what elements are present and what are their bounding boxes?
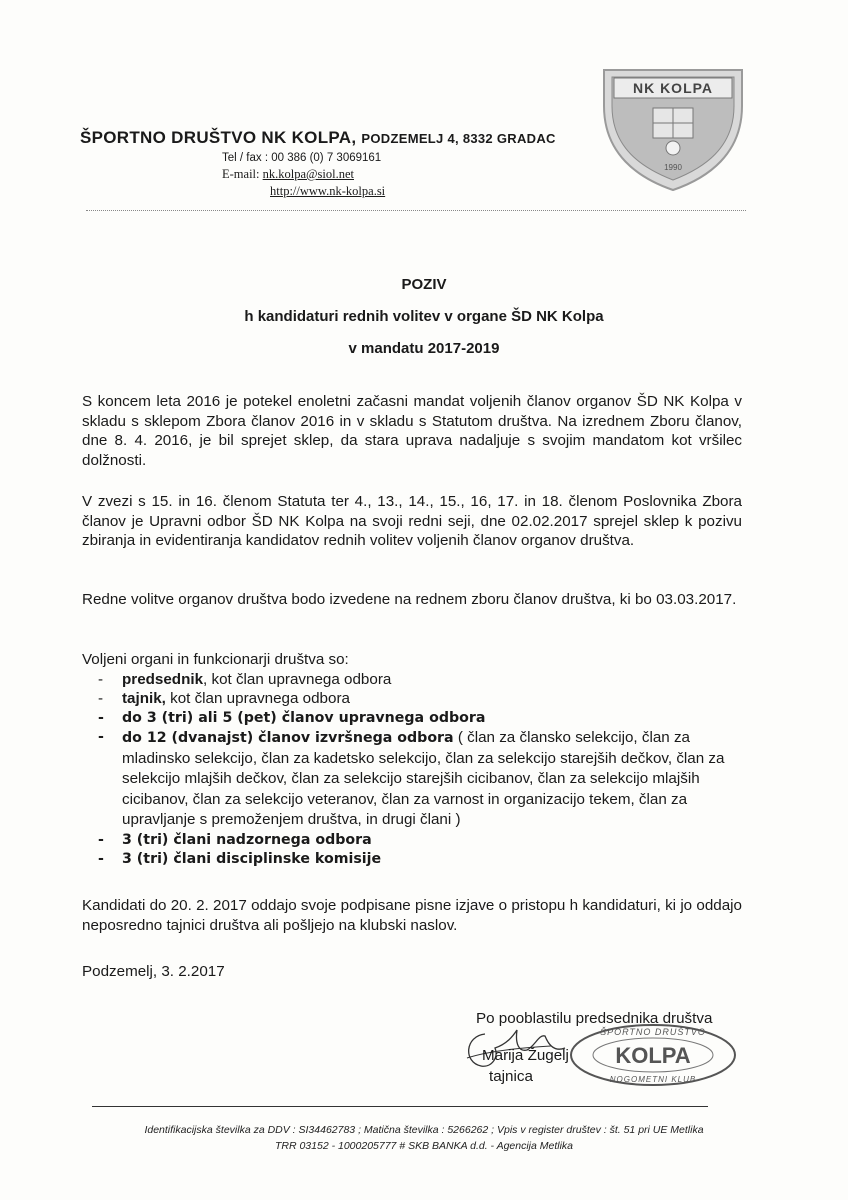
list-intro: Voljeni organi in funkcionarji društva so: [82,651,349,668]
item-bold: 3 (tri) člani nadzornega odbora [122,831,372,848]
item-text: kot član upravnega odbora [165,690,350,707]
paragraph-3: Redne volitve organov društva bodo izvedene na rednem zboru članov društva, ki bo 03.03.2017. [82,591,737,608]
paragraph-2: V zvezi s 15. in 16. členom Statuta ter 4., 13., 14., 15., 16, 17. in 18. členom Poslovnika Zbora članov je Upravni odbor ŠD NK Kolpa na svoji redni seji, dne 02.02.2017 sprejel sklep k pozivu zbiranja in evidentiranja kandidatov rednih volitev voljenih članov organov društva. [82,493,742,549]
org-address: PODZEMELJ 4, 8332 GRADAC [361,131,556,146]
signature-authority: Po pooblastilu predsednika društva [476,1010,713,1027]
paragraph-1: S koncem leta 2016 je potekel enoletni začasni mandat voljenih članov organov ŠD NK Kolpa v skladu s sklepom Zbora članov 2016 in v skladu s Statutom društva. Na izrednem Zboru članov, dne 8. 4. 2016, je bil sprejet sklep, da stara uprava nadaljuje s svojim mandatom kot vršilec dolžnosti. [82,393,742,469]
item-bold: predsednik [122,670,204,688]
footer-bank: TRR 03152 - 1000205777 # SKB BANKA d.d. - Agencija Metlika [274,1140,574,1152]
title-subject: h kandidaturi rednih volitev v organe ŠD NK Kolpa [244,308,604,325]
club-logo [598,62,748,192]
item-bold: 3 (tri) člani disciplinske komisije [122,851,382,867]
list-item [82,728,752,831]
item-bold: do 12 (dvanajst) članov izvršnega odbora [122,730,454,746]
list-item [82,831,752,851]
elected-bodies-list [82,650,752,870]
stamp-center-text: KOLPA [615,1043,691,1068]
stamp-bottom-text: NOGOMETNI KLUB [609,1075,697,1084]
item-bold: tajnik, [122,690,166,707]
title-mandate: v mandatu 2017-2019 [348,340,500,357]
logo-year: 1990 [664,163,682,172]
place-date: Podzemelj, 3. 2.2017 [82,963,225,980]
item-text: , kot član upravnega odbora [203,670,392,688]
email-link[interactable]: nk.kolpa@siol.net [262,167,354,181]
list-item [82,689,752,709]
tel-fax: Tel / fax : 00 386 (0) 7 3069161 [222,152,382,164]
logo-text: NK KOLPA [632,80,714,96]
paragraph-4: Kandidati do 20. 2. 2017 oddajo svoje podpisane pisne izjave o pristopu h kandidaturi, ki jo oddajo neposredno tajnici društva ali pošljejo na klubski naslov. [82,897,742,934]
title-poziv: POZIV [401,276,447,293]
email-label: E-mail: [222,167,260,181]
list-item [82,709,752,729]
item-bold: do 3 (tri) ali 5 (pet) članov upravnega odbora [122,709,486,726]
footer-registration: Identifikacijska številka za DDV : SI34462783 ; Matična številka : 5266262 ; Vpis v register društev : št. 51 pri UE Metlika [144,1124,704,1136]
list-item [82,850,752,870]
website-link[interactable]: http://www.nk-kolpa.si [270,184,386,198]
signatory-role: tajnica [489,1068,533,1085]
org-name-text: ŠPORTNO DRUŠTVO NK KOLPA, [80,128,357,147]
header-divider [86,210,746,211]
item-text: ( član za člansko selekcijo, član za mladinsko selekcijo, član za kadetsko selekcijo, član za selekcijo starejših dečkov, član za selekcijo mlajših dečkov, član za selekcijo starejših cicibanov, član za selekcijo mlajših cicibanov, član za selekcijo veteranov, član za varnost in organizacijo tekem, član za upravljanje s premoženjem društva, in drugi člani ) [122,729,725,828]
stamp-top-text: ŠPORTNO DRUŠTVO [600,1027,706,1037]
signatory-name: Marija Žugelj [482,1047,569,1064]
club-stamp [568,1022,738,1088]
organization-name [80,128,556,148]
email-line [222,167,354,182]
footer-divider [92,1106,708,1107]
list-item [82,670,752,690]
